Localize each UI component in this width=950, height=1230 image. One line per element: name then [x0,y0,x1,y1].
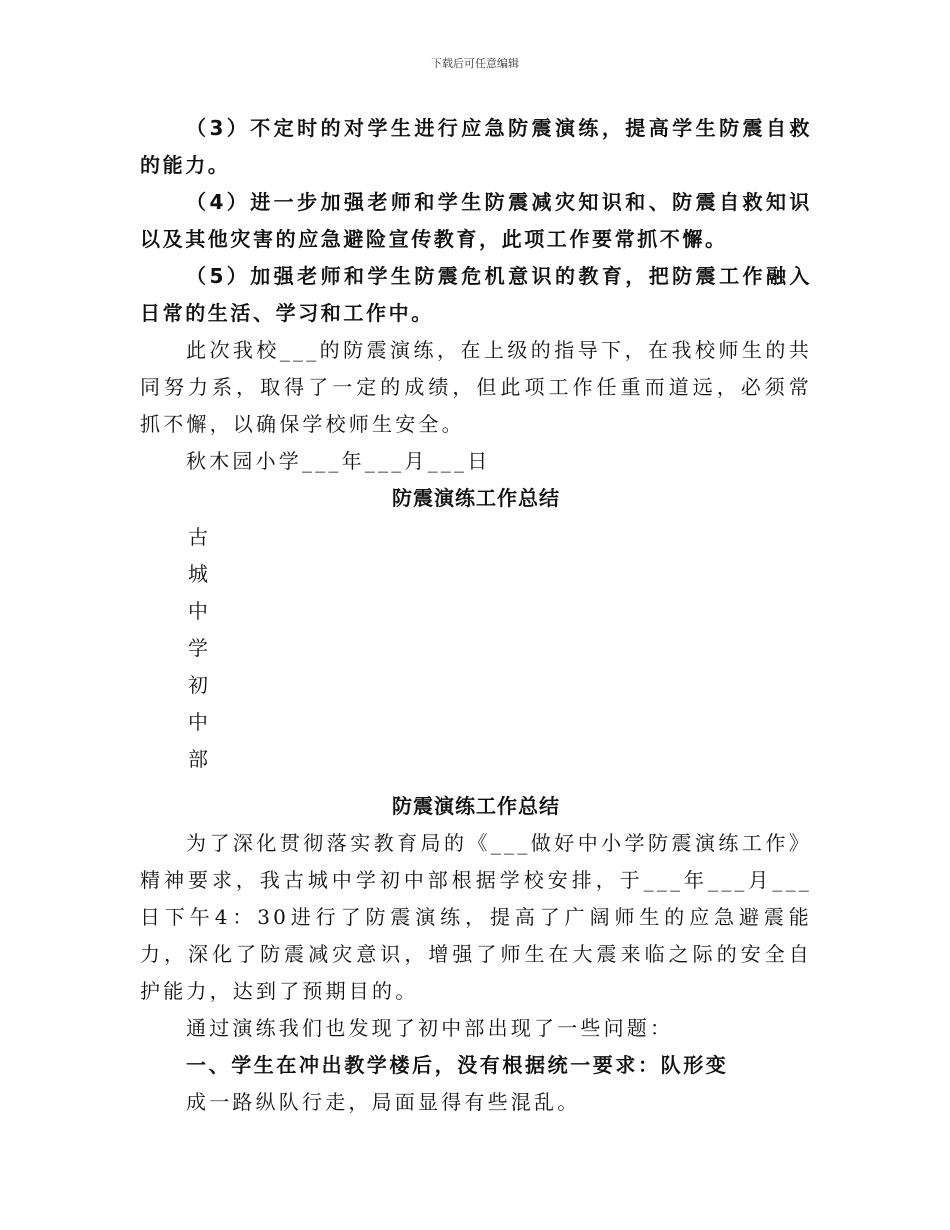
vertical-char: 学 [188,636,208,660]
vertical-char: 中 [188,710,208,734]
header-note: 下载后可任意编辑 [431,57,519,70]
vertical-char: 中 [188,599,208,623]
item-3: （3）不定时的对学生进行应急防震演练，提高学生防震自救的能力。 [140,116,812,177]
vertical-school-name [188,519,218,778]
body-paragraph-2: 通过演练我们也发现了初中部出现了一些问题： [186,1016,674,1040]
problem-1-heading: 一、学生在冲出教学楼后，没有根据统一要求：队形变 [186,1053,729,1077]
item-4: （4）进一步加强老师和学生防震减灾知识和、防震自救知识以及其他灾害的应急避险宣传教育，此项工作要常抓不懈。 [140,190,812,251]
problem-1-text: 成一路纵队行走，局面显得有些混乱。 [186,1090,581,1114]
vertical-char: 部 [188,747,208,771]
vertical-char: 城 [188,562,208,586]
signature-line: 秋木园小学___年___月___日 [186,449,491,473]
body-paragraph-1: 为了深化贯彻落实教育局的《___做好中小学防震演练工作》精神要求，我古城中学初中部根据学校安排，于___年___月___日下午4：30进行了防震演练，提高了广阔师生的应急避震能力，深化了防震减灾意识，增强了师生在大震来临之际的安全自护能力，达到了预期目的。 [140,831,812,1003]
section-title-2: 防震演练工作总结 [392,794,560,818]
vertical-char: 古 [188,525,208,549]
document-page [140,110,812,1121]
conclusion-paragraph: 此次我校___的防震演练，在上级的指导下，在我校师生的共同努力系，取得了一定的成绩，但此项工作任重而道远，必须常抓不懈，以确保学校师生安全。 [140,338,812,436]
vertical-char: 初 [188,673,208,697]
item-5: （5）加强老师和学生防震危机意识的教育，把防震工作融入日常的生活、学习和工作中。 [140,264,812,325]
section-title-1: 防震演练工作总结 [392,486,560,510]
